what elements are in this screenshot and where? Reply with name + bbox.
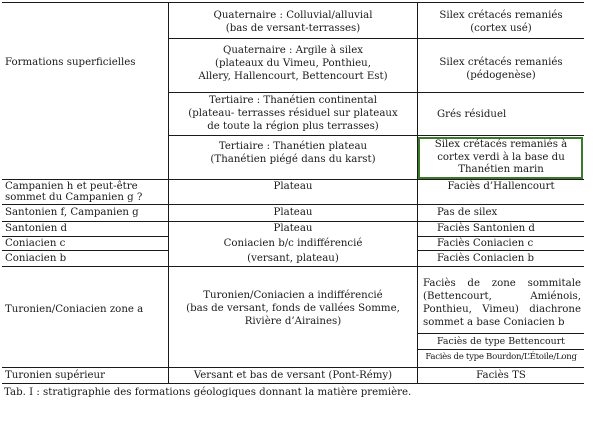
text-line: Rivière d’Airaines) [244, 316, 342, 327]
row-rule [417, 349, 584, 350]
row-rule [168, 38, 584, 39]
versant-pont-remy: Versant et bas de versant (Pont-Rémy) [193, 370, 393, 381]
quaternaire-colluvial [169, 9, 417, 35]
plateau-campanien: Plateau [273, 181, 313, 192]
pas-de-silex: Pas de silex [437, 207, 498, 218]
row-rule [2, 250, 168, 251]
label-santonien-f: Santonien f, Campanien g [5, 207, 139, 218]
text-line: (plateaux du Vimeu, Ponthieu, [215, 58, 371, 69]
turonien-coniacien-indifferencie [169, 289, 417, 328]
row-rule [2, 204, 584, 205]
text-line: Silex crétacés remaniés [439, 10, 563, 21]
label-turonien-superieur: Turonien supérieur [5, 370, 105, 381]
row-rule [168, 135, 584, 136]
text-line: Quaternaire : Colluvial/alluvial [213, 10, 373, 21]
label-santonien-d: Santonien d [5, 223, 68, 234]
facies-bourdon: Faciès de type Bourdon/L’Étoile/Long [425, 352, 577, 362]
text-line: Silex crétacés remaniés à [434, 139, 568, 150]
text-line: Tertiaire : Thanétien continental [209, 95, 377, 106]
row-rule [2, 266, 584, 267]
text-line: (bas de versant, fonds de vallées Somme, [186, 303, 400, 314]
label-campanien-h: Campanien h et peut-être [5, 181, 138, 192]
plateau-santonien-f: Plateau [273, 207, 313, 218]
label-coniacien-b: Coniacien b [5, 253, 67, 264]
facies-bettencourt: Faciès de type Bettencourt [437, 336, 565, 347]
text-line: Thanétien marin [458, 164, 544, 175]
tertiaire-continental [169, 94, 417, 133]
text-line: Silex crétacés remaniés [439, 57, 563, 68]
text-line: Quaternaire : Argile à silex [222, 45, 364, 56]
facies-coniacien-c: Faciès Coniacien c [437, 238, 534, 249]
text-line: Turonien/Coniacien a indifférencié [203, 290, 383, 301]
coniacien-indifferencie: Coniacien b/c indifférencié [223, 238, 363, 249]
versant-plateau: (versant, plateau) [247, 253, 339, 264]
quaternaire-argile [169, 44, 417, 83]
label-campanien-h-cont: sommet du Campanien g ? [5, 192, 143, 203]
text-line: (cortex usé) [470, 23, 532, 34]
plateau-santonien-d: Plateau [273, 223, 313, 234]
facies-santonien-d: Faciès Santonien d [437, 223, 535, 234]
facies-hallencourt: Faciès d’Hallencourt [447, 181, 555, 192]
table-top-rule [2, 2, 584, 3]
text-line: (Thanétien piégé dans du karst) [210, 154, 376, 165]
text-line: de toute la région plus terrasses) [207, 121, 379, 132]
row-rule [2, 367, 584, 368]
table-bottom-rule [2, 383, 584, 384]
text-line: cortex verdi à la base du [437, 151, 565, 163]
row-rule [417, 333, 584, 334]
silex-cortex-use [418, 9, 584, 35]
table-caption: Tab. I : stratigraphie des formations géologiques donnant la matière première. [4, 387, 412, 398]
row-rule [417, 250, 584, 251]
label-formations-superficielles: Formations superficielles [5, 57, 136, 68]
row-rule [168, 92, 584, 93]
text-line: Allery, Hallencourt, Bettencourt Est) [198, 71, 388, 82]
tertiaire-plateau [169, 140, 417, 166]
text-line: (plateau- terrasses résiduel sur plateaux [188, 108, 398, 119]
silex-cortex-verdi [418, 139, 584, 177]
text-line: (bas de versant-terrasses) [225, 23, 361, 34]
silex-pedogenese [418, 56, 584, 82]
text-line: Tertiaire : Thanétien plateau [218, 141, 368, 152]
facies-ts: Faciès TS [476, 370, 526, 381]
facies-coniacien-b: Faciès Coniacien b [437, 253, 535, 264]
facies-zone-sommitale: Faciès de zone sommitale (Bettencourt, Amiénois, Ponthieu, Vimeu) diachrone sommet a base Coniacien b [423, 278, 581, 328]
label-coniacien-c: Coniacien c [5, 238, 66, 249]
gres-residuel: Grés résiduel [437, 109, 507, 120]
text-line: (pédogenèse) [466, 70, 536, 81]
label-turonien-coniacien: Turonien/Coniacien zone a [5, 304, 144, 315]
